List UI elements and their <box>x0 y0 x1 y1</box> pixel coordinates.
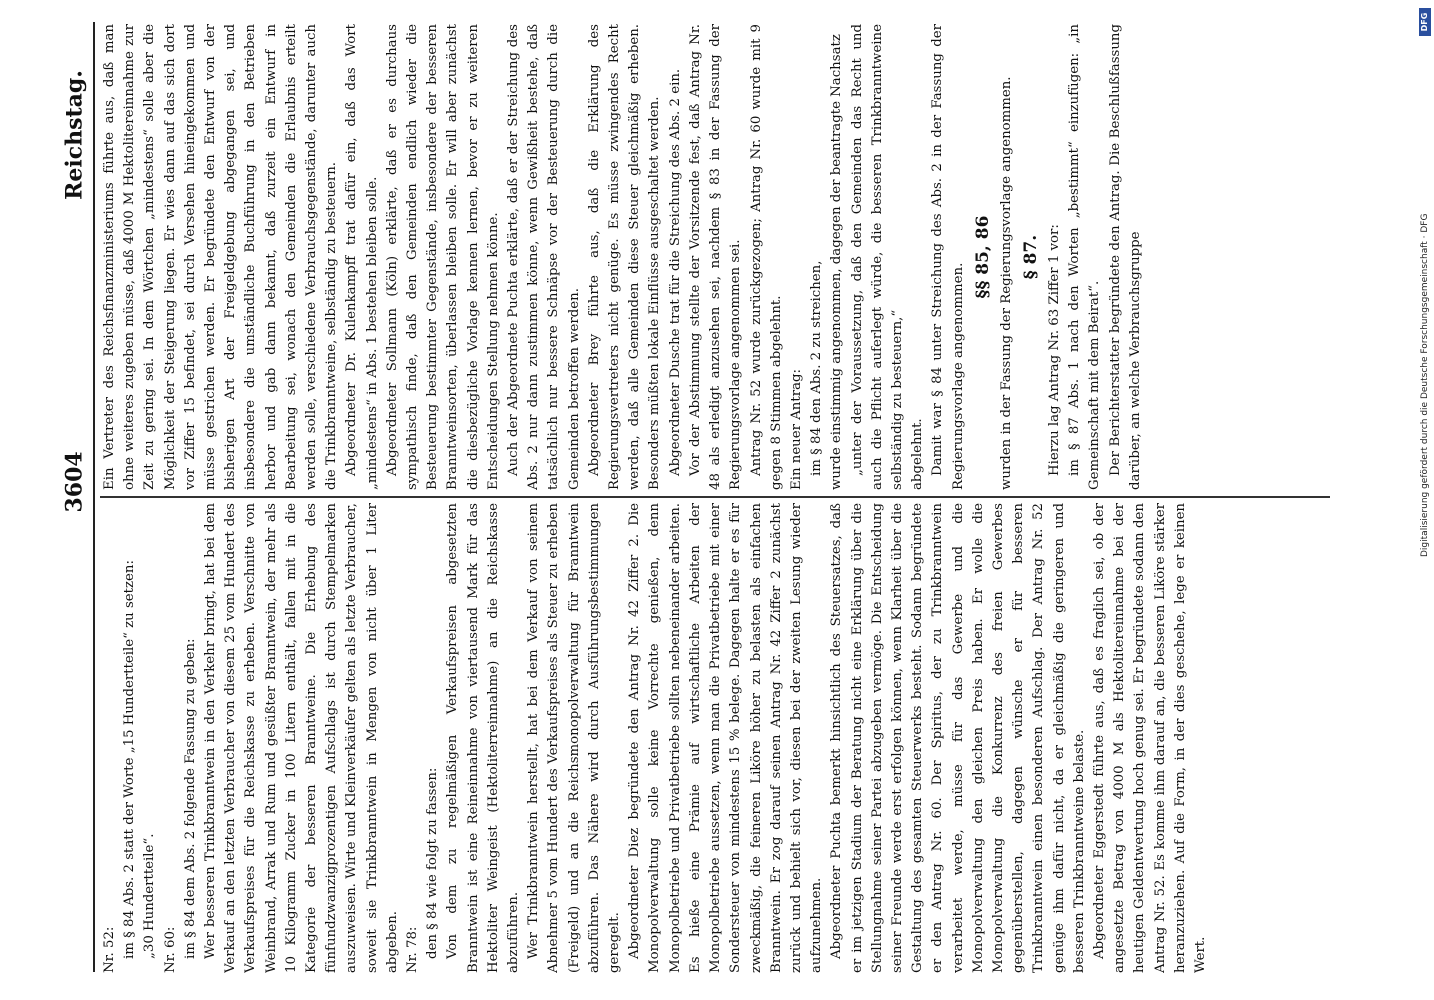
paragraph: Nr. 78: <box>405 926 421 973</box>
paragraph: Wer Trinkbranntwein herstellt, hat bei dem Verkauf von seinem Abnehmer 5 vom Hundert des Verkaufspreises als Steuer zu erheben (Freigeld) und an die Reichsmonopolverwaltung für Branntwein abzuführen. Das Nähere wird durch Ausführungsbestimmungen geregelt. <box>526 503 623 973</box>
paragraph: abgelehnt. <box>910 418 926 490</box>
paragraph: im § 84 dem Abs. 2 folgende Fassung zu geben: <box>182 638 198 959</box>
paragraph: im § 87 Abs. 1 nach den Worten „bestimmt“ einzufügen: „in Gemeinschaft mit dem Beirat“. <box>1067 24 1103 490</box>
section-heading: §§ 85, 86 <box>972 215 993 299</box>
paragraph: wurden in der Fassung der Regierungsvorlage angenommen. <box>998 76 1014 490</box>
paragraph: Antrag Nr. 52 wurde zurückgezogen; Antrag Nr. 60 wurde mit 9 gegen 8 Stimmen abgelehnt. <box>748 24 784 490</box>
paragraph: Damit war § 84 unter Streichung des Abs. 2 in der Fassung der Regierungsvorlage angenommen. <box>930 24 966 490</box>
paragraph: Ein Vertreter des Reichsfinanzministeriums führte aus, daß man ohne weiteres zugeben müsse, daß 4000 M Hektolitereinnahme zur Zeit zu gering sei. In dem Wörtchen „mindestens“ solle aber die Möglichkeit der Steigerung liegen. Er wies dann auf das sich dort vor Ziffer 15 befindet, sei durch Versehen hineingekommen und müsse gestrichen werden. Er begründete den Entwurf von der bisherigen Art der Freigeldgebung abgegangen sei, und insbesondere die umständliche Buchführung in den Betrieben herbor und gab dann bekannt, daß zurzeit ein Entwurf in Bearbeitung sei, wonach den Gemeinden die Erlaubnis erteilt werden solle, verschiedene Verbrauchsgegenstände, darunter auch die Trinkbranntweine, selbständig zu besteuern. <box>102 24 340 490</box>
page-number: 3604 <box>61 451 88 513</box>
header-rule <box>93 22 95 972</box>
paragraph: Auch der Abgeordnete Puchta erklärte, daß er der Streichung des Abs. 2 nur dann zustimmen könne, wenn Gewißheit bestehe, daß tatsächlich nur bessere Schnäpse vor der Besteuerung durch die Gemeinden betroffen werden. <box>506 24 582 490</box>
paragraph: Abgeordneter Eggerstedt führte aus, daß es fraglich sei, ob der angesetzte Betrag von 4000 M als Hektolitereinnahme bei der heutigen Geldentwertung hoch genug sei. Er begründete sodann den Antrag Nr. 52. Es komme ihm darauf an, die besseren Liköre stärker heranzuziehen. Auf die Form, in der dies geschehe, lege er keinen Wert. <box>1091 503 1208 973</box>
paragraph: im § 84 Abs. 2 statt der Worte „15 Hundertteile“ zu setzen: <box>122 560 138 959</box>
paragraph: „unter der Voraussetzung, daß den Gemeinden das Recht und auch die Pflicht auferlegt würde, die besseren Trinkbranntweine selbständig zu besteuern,“ <box>849 24 905 490</box>
paragraph: Abgeordneter Sollmann (Köln) erklärte, daß er es durchaus sympathisch finde, daß den Gemeinden endlich wieder die Besteuerung bestimmter Gegenstände, insbesondere der besseren Branntweinsorten, überlassen bleiben solle. Er will aber zunächst die diesbezügliche Vorlage kennen lernen, bevor er zu weiteren Entscheidungen Stellung nehmen könne. <box>384 24 501 490</box>
paragraph: Nr. 52: <box>102 926 117 973</box>
paragraph: Der Berichterstatter begründete den Antrag. Die Beschlußfassung darüber, an welche Verbrauchsgruppe <box>1107 24 1143 490</box>
paragraph: Abgeordneter Brey führte aus, daß die Erklärung des Regierungsvertreters nicht genüge. Es müsse zwingendes Recht werden, daß alle Gemeinden diese Steuer gleichmäßig erheben. Besonders müßten lokale Einflüsse ausgeschaltet werden. <box>586 24 663 490</box>
paragraph: wurde einstimmig angenommen, dagegen der beantragte Nachsatz <box>829 34 845 490</box>
paragraph: Abgeordneter Diez begründete den Antrag Nr. 42 Ziffer 2. Die Monopolverwaltung solle keine Vorrechte genießen, denn Monopolbetriebe und Privatbetriebe sollten nebeneinander arbeiten. Es hieße eine Prämie auf wirtschaftliche Arbeiten der Monopolbetriebe aussetzen, wenn man die Privatbetriebe mit einer Sondersteuer von mindestens 15 % belege. Dagegen halte er es für zweckmäßig, die feineren Liköre höher zu belasten als einfachen Branntwein. Er zog darauf seinen Antrag Nr. 42 Ziffer 2 zunächst zurück und behielt sich vor, diesen bei der zweiten Lesung wieder aufzunehmen. <box>627 503 825 973</box>
paragraph: Hierzu lag Antrag Nr. 63 Ziffer 1 vor: <box>1046 224 1062 476</box>
digitization-sidebar <box>1418 0 1432 1000</box>
paragraph: „30 Hundertteile“. <box>142 833 158 959</box>
text-column-right <box>100 24 1330 490</box>
paragraph: Von dem zu regelmäßigen Verkaufspreisen abgesetzten Branntwein ist eine Reineinnahme von viertausend Mark für das Hektoliter Weingeist (Hektoliterreinnahme) an die Reichskasse abzuführen. <box>445 503 522 973</box>
header-title: Reichstag. <box>61 70 88 200</box>
paragraph: im § 84 den Abs. 2 zu streichen, <box>809 260 825 476</box>
column-divider <box>100 496 1330 498</box>
paragraph: Abgeordneter Dusche trat für die Streichung des Abs. 2 ein. <box>667 68 683 476</box>
paragraph: Abgeordneter Dr. Kulenkampff trat dafür ein, daß das Wort „mindestens“ in Abs. 1 bestehen bleiben solle. <box>344 24 380 490</box>
dfg-badge-label: DFG <box>1420 12 1429 32</box>
paragraph: Nr. 60: <box>162 926 178 973</box>
text-column-left <box>100 503 1330 973</box>
digitization-note: Digitalisierung gefördert durch die Deutsche Forschungsgemeinschaft · DFG <box>1420 213 1430 557</box>
paragraph: Ein neuer Antrag: <box>788 369 804 490</box>
section-heading: § 87. <box>1020 234 1041 280</box>
paragraph: Wer besseren Trinkbranntwein in den Verkehr bringt, hat bei dem Verkauf an den letzten Verbraucher von diesem 25 vom Hundert des Verkaufspreises für die Reichskasse zu erheben. Verschnitte von Weinbrand, Arrak und Rum und gesüßter Branntwein, der mehr als 10 Kilogramm Zucker in 100 Litern enthält, fallen mit in die Kategorie der besseren Branntweine. Die Erhebung des fünfundzwanzigprozentigen Aufschlags ist durch Stempelmarken auszuweisen. Wirte und Kleinverkäufer gelten als letzte Verbraucher, soweit sie Trinkbranntwein in Mengen von nicht über 1 Liter abgeben. <box>203 503 400 973</box>
paragraph: Abgeordneter Puchta bemerkt hinsichtlich des Steuersatzes, daß er im jetzigen Stadium der Beratung nicht eine Erklärung über die Stellungnahme seiner Partei abzugeben vermöge. Die Entscheidung seiner Freunde werde erst erfolgen können, wenn Klarheit über die Gestaltung des gesamten Steuerwerks besteht. Sodann begründete er den Antrag Nr. 60. Der Spiritus, der zu Trinkbranntwein verarbeitet werde, müsse für das Gewerbe und die Monopolverwaltung den gleichen Preis haben. Er wolle die Monopolverwaltung die Konkurrenz des freien Gewerbes gegenüberstellen, dagegen wünsche er für besseren Trinkbranntwein einen besonderen Aufschlag. Der Antrag Nr. 52 genüge ihm dafür nicht, da er gleichmäßig die geringeren und besseren Trinkbranntweine belaste. <box>829 503 1087 973</box>
paragraph: den § 84 wie folgt zu fassen: <box>425 767 441 959</box>
running-header <box>57 18 91 973</box>
paragraph: Vor der Abstimmung stellte der Vorsitzende fest, daß Antrag Nr. 48 als erledigt anzusehen sei, nachdem § 83 in der Fassung der Regierungsvorlage angenommen sei. <box>687 24 744 490</box>
